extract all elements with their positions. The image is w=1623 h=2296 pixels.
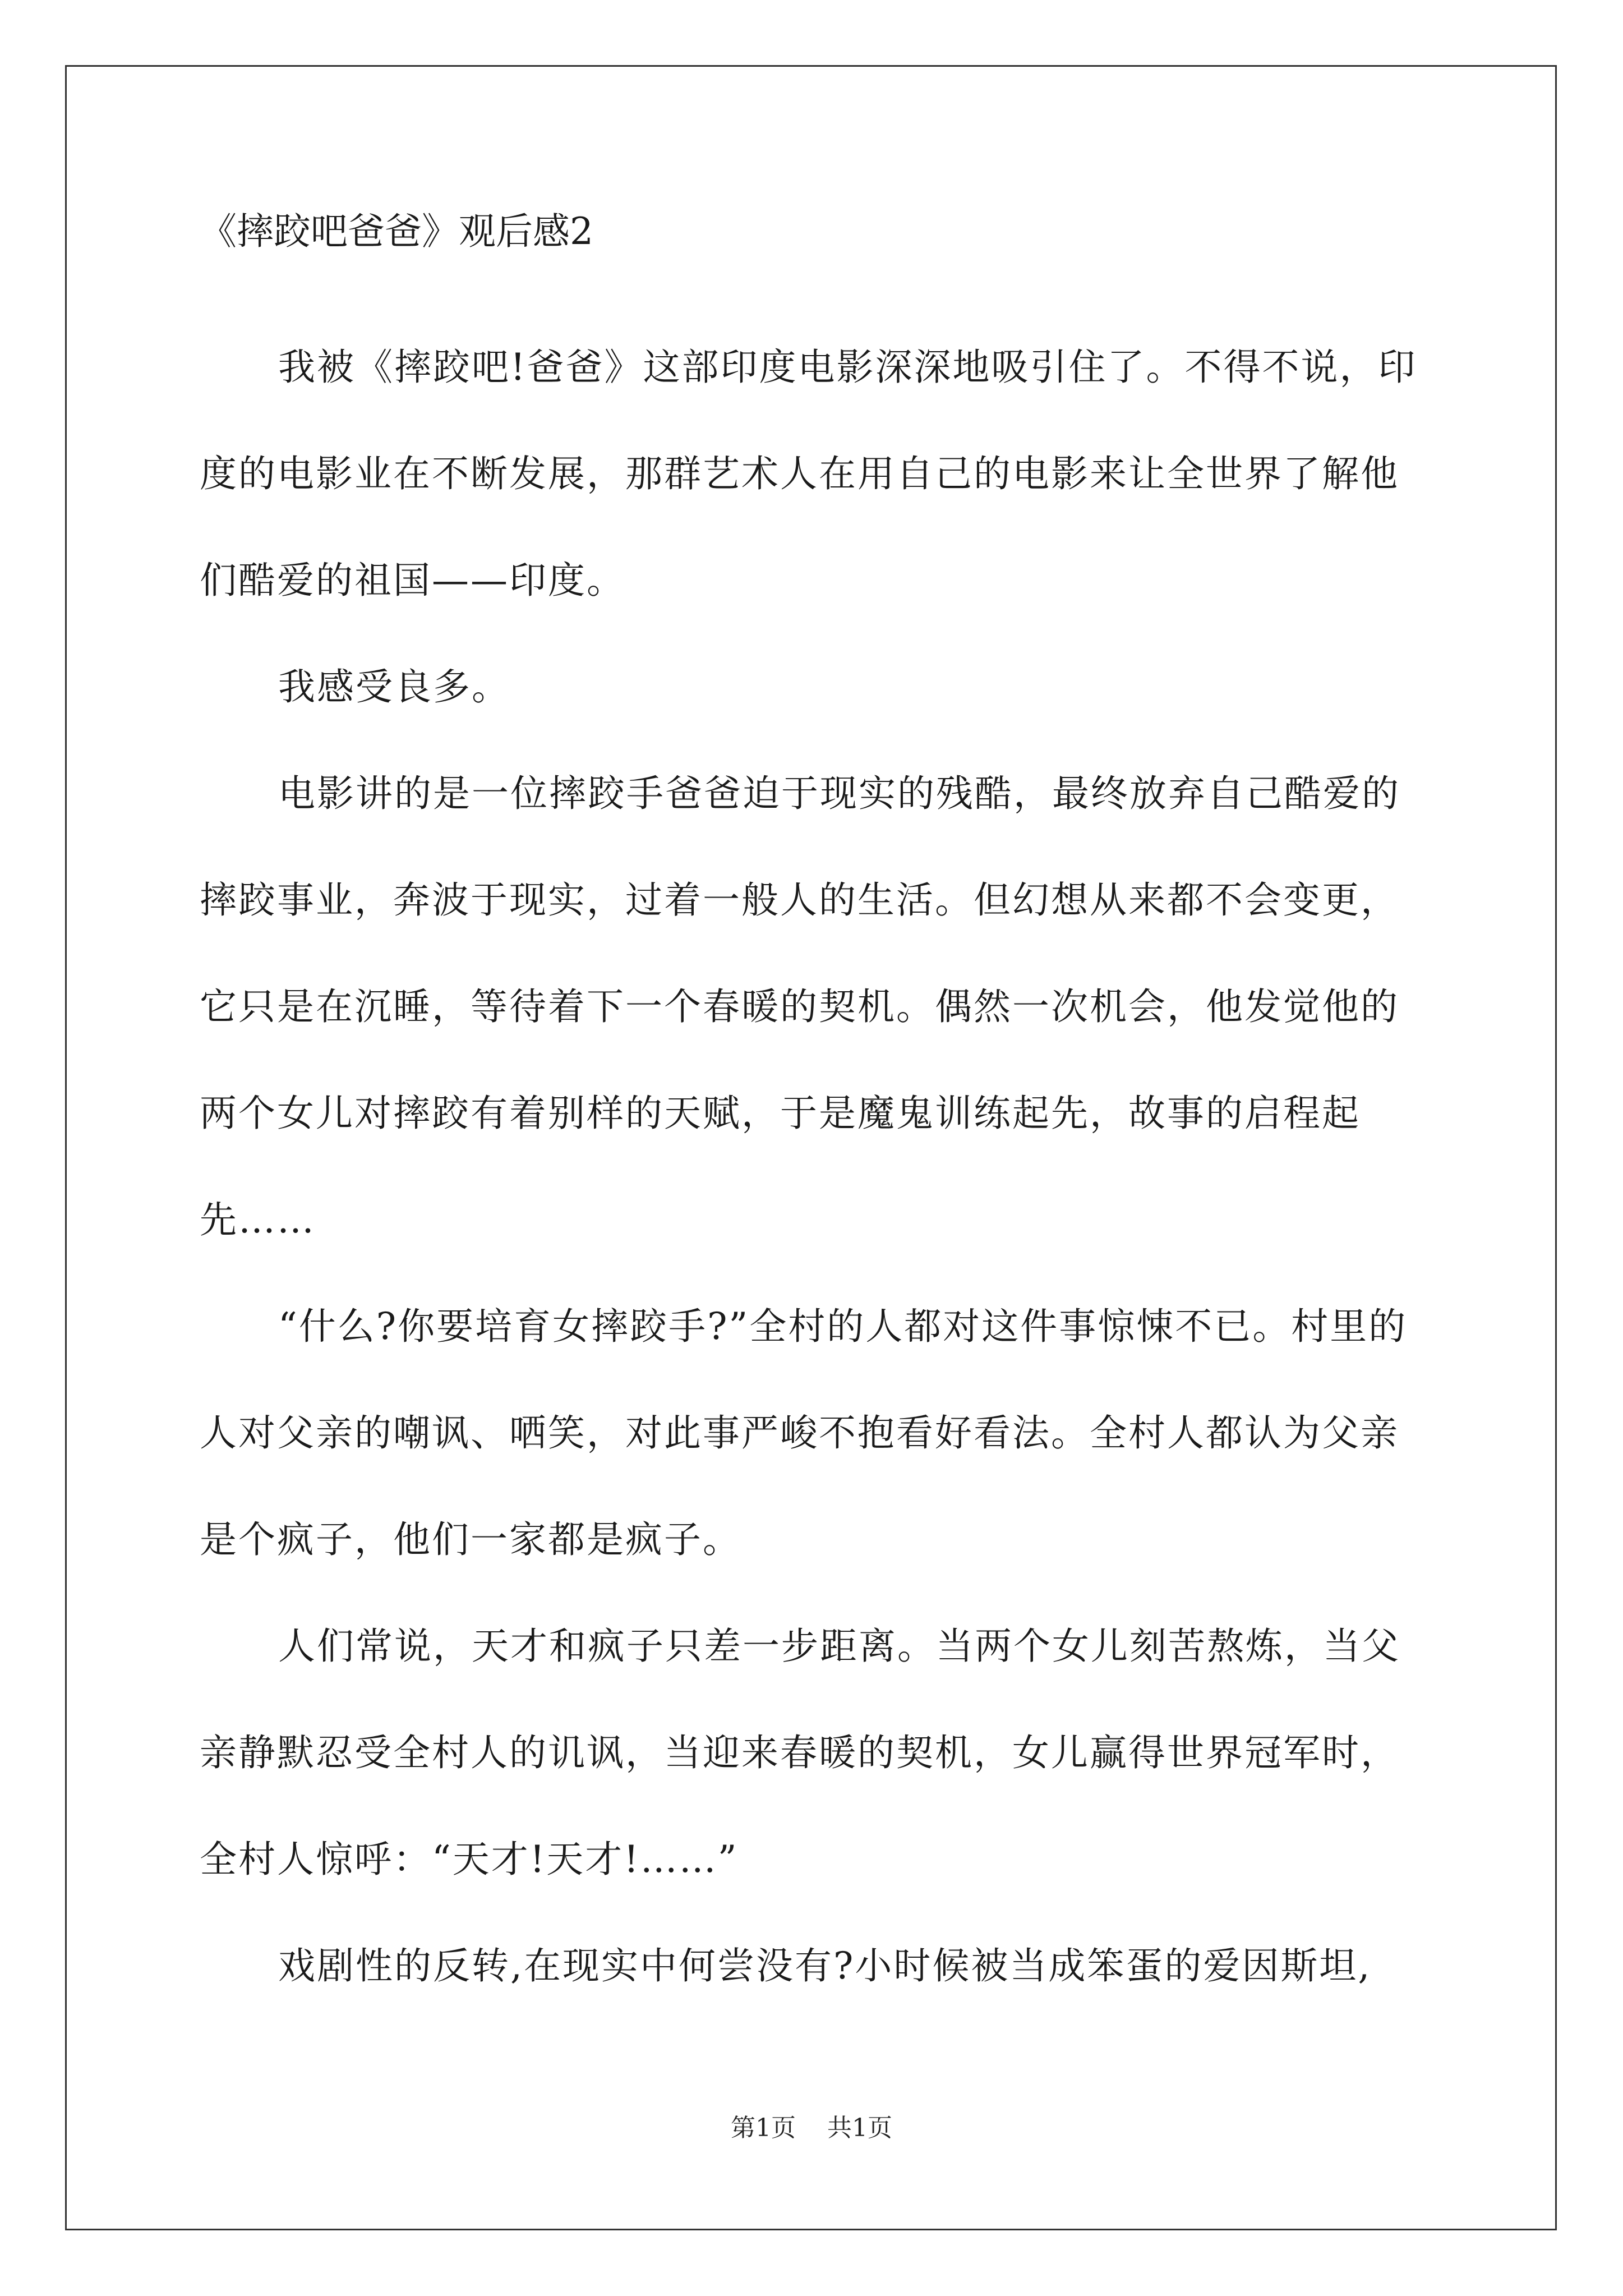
paragraph-3: 电影讲的是一位摔跤手爸爸迫于现实的残酷，最终放弃自己酷爱的摔跤事业，奔波于现实，过着一般人的生活。但幻想从来都不会变更，它只是在沉睡，等待着下一个春暖的契机。偶然一次机会，他发觉他的两个女儿对摔跤有着别样的天赋，于是魔鬼训练起先，故事的启程起先…… [200,772,1400,1241]
paragraph-6: 戏剧性的反转,在现实中何尝没有?小时候被当成笨蛋的爱因斯坦, [278,1944,1372,1987]
paragraph-2: 我感受良多。 [278,665,510,708]
page-number: 第1页 [731,2114,796,2142]
page-footer [0,2116,1623,2141]
paragraph-4: “什么?你要培育女摔跤手?”全村的人都对这件事惊悚不已。村里的人对父亲的嘲讽、哂笑，对此事严峻不抱看好看法。全村人都认为父亲是个疯子，他们一家都是疯子。 [200,1305,1408,1561]
document-title: 《摔跤吧爸爸》观后感2 [200,210,593,253]
paragraph-5: 人们常说，天才和疯子只差一步距离。当两个女儿刻苦熬炼，当父亲静默忍受全村人的讥讽，当迎来春暖的契机，女儿赢得世界冠军时，全村人惊呼：“天才!天才!……” [200,1625,1400,1881]
page-total: 共1页 [827,2114,892,2142]
paragraph-1: 我被《摔跤吧!爸爸》这部印度电影深深地吸引住了。不得不说，印度的电影业在不断发展，那群艺术人在用自己的电影来让全世界了解他们酷爱的祖国——印度。 [200,346,1417,602]
